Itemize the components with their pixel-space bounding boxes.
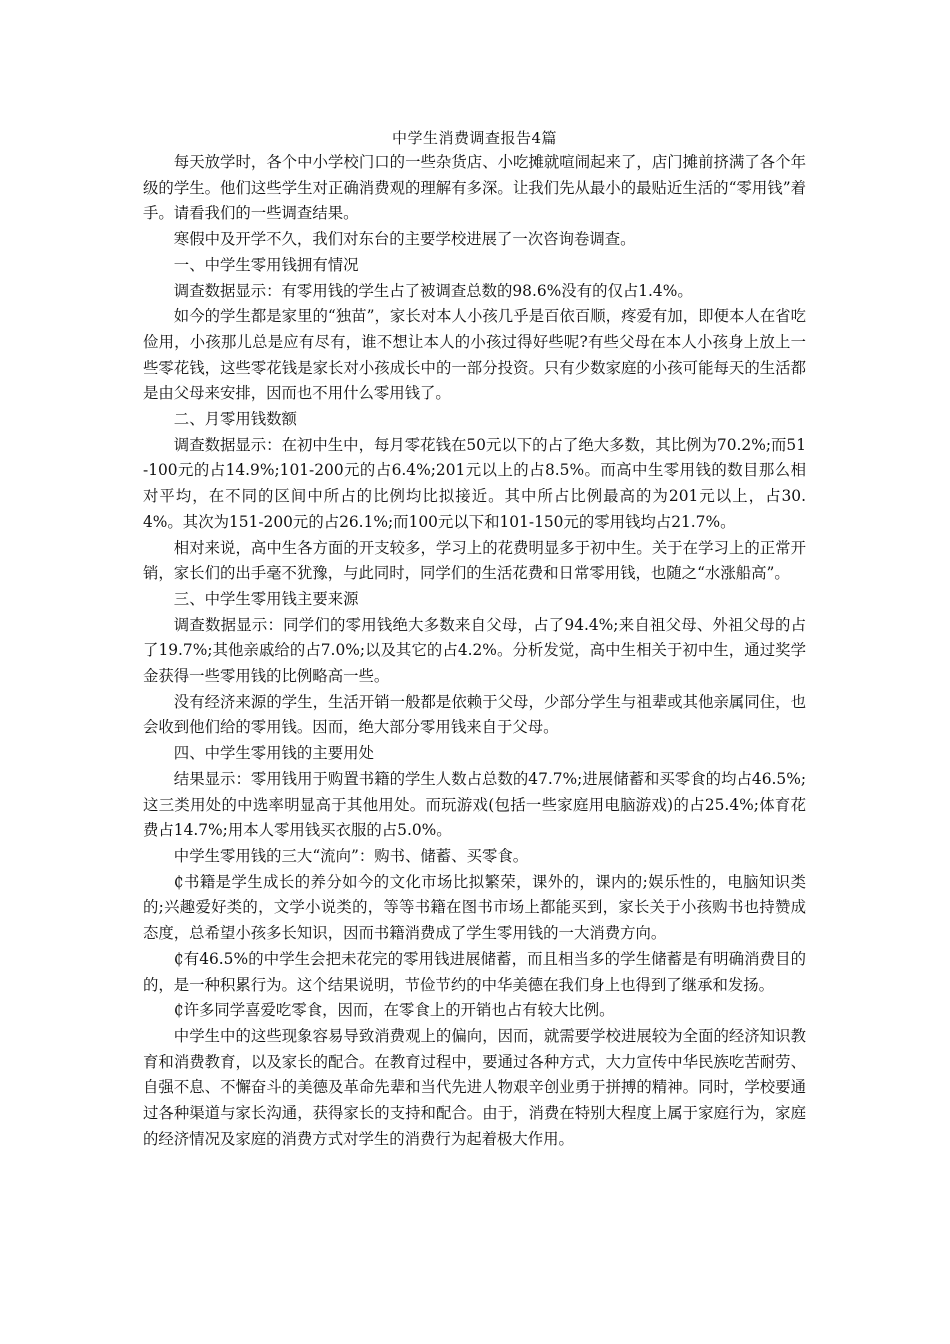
section-heading-1: 一、中学生零用钱拥有情况 <box>173 255 359 274</box>
list-item-snacks: ₵许多同学喜爱吃零食，因而，在零食上的开销也占有较大比例。 <box>173 1001 615 1020</box>
paragraph-usage-data: 结果显示：零用钱用于购置书籍的学生人数占总数的47.7%;进展储蓄和买零食的均占46.5%;这三类用处的中选率明显高于其他用处。而玩游戏(包括一些家庭用电脑游戏)的占25.4%;体育花费占14.7%;用本人零用钱买衣服的占5.0%。 <box>143 769 806 840</box>
paragraph-conclusion: 中学生中的这些现象容易导致消费观上的偏向，因而，就需要学校进展较为全面的经济知识教育和消费教育，以及家长的配合。在教育过程中，要通过各种方式，大力宣传中华民族吃苦耐劳、自强不息、不懈奋斗的美德及革命先辈和当代先进人物艰辛创业勇于拼搏的精神。同时，学校要通过各种渠道与家长沟通，获得家长的支持和配合。由于，消费在特别大程度上属于家庭行为，家庭的经济情况及家庭的消费方式对学生的消费行为起着极大作用。 <box>143 1026 806 1148</box>
list-item-savings: ₵有46.5%的中学生会把未花完的零用钱进展储蓄，而且相当多的学生储蓄是有明确消费目的的，是一种积累行为。这个结果说明，节俭节约的中华美德在我们身上也得到了继承和发扬。 <box>143 949 806 994</box>
paragraph-usage-summary: 中学生零用钱的三大“流向”：购书、储蓄、买零食。 <box>173 846 529 865</box>
paragraph-ownership-data: 调查数据显示：有零用钱的学生占了被调查总数的98.6%没有的仅占1.4%。 <box>173 281 693 300</box>
section-heading-4: 四、中学生零用钱的主要用处 <box>173 744 374 763</box>
document-page <box>143 127 806 1152</box>
list-item-books: ₵书籍是学生成长的养分如今的文化市场比拟繁荣，课外的，课内的;娱乐性的，电脑知识类的;兴趣爱好类的，文学小说类的，等等书籍在图书市场上都能买到，家长关于小孩购书也持赞成态度，总希望小孩多长知识，因而书籍消费成了学生零用钱的一大消费方向。 <box>143 872 806 943</box>
paragraph-survey-scope: 寒假中及开学不久，我们对东台的主要学校进展了一次咨询卷调查。 <box>173 230 636 249</box>
document-title: 中学生消费调查报告4篇 <box>391 129 558 147</box>
section-heading-2: 二、月零用钱数额 <box>173 410 297 429</box>
paragraph-ownership-analysis: 如今的学生都是家里的“独苗”，家长对本人小孩几乎是百依百顺，疼爱有加，即便本人在省吃俭用，小孩那儿总是应有尽有，谁不想让本人的小孩过得好些呢?有些父母在本人小孩身上放上一些零花钱，这些零花钱是家长对小孩成长中的一部分投资。只有少数家庭的小孩可能每天的生活都是由父母来安排，因而也不用什么零用钱了。 <box>143 307 806 403</box>
paragraph-source-data: 调查数据显示：同学们的零用钱绝大多数来自父母，占了94.4%;来自祖父母、外祖父母的占了19.7%;其他亲戚给的占7.0%;以及其它的占4.2%。分析发觉，高中生相关于初中生，通过奖学金获得一些零用钱的比例略高一些。 <box>143 615 806 686</box>
paragraph-intro: 每天放学时，各个中小学校门口的一些杂货店、小吃摊就喧闹起来了，店门摊前挤满了各个年级的学生。他们这些学生对正确消费观的理解有多深。让我们先从最小的最贴近生活的“零用钱”着手。请看我们的一些调查结果。 <box>143 153 806 223</box>
paragraph-amount-analysis: 相对来说，高中生各方面的开支较多，学习上的花费明显多于初中生。关于在学习上的正常开销，家长们的出手毫不犹豫，与此同时，同学们的生活花费和日常零用钱，也随之“水涨船高”。 <box>143 538 806 583</box>
section-heading-3: 三、中学生零用钱主要来源 <box>173 589 359 608</box>
paragraph-source-analysis: 没有经济来源的学生，生活开销一般都是依赖于父母，少部分学生与祖辈或其他亲属同住，也会收到他们给的零用钱。因而，绝大部分零用钱来自于父母。 <box>143 692 806 737</box>
paragraph-amount-data: 调查数据显示：在初中生中，每月零花钱在50元以下的占了绝大多数，其比例为70.2%;而51-100元的占14.9%;101-200元的占6.4%;201元以上的占8.5%。而高中生零用钱的数目那么相对平均，在不同的区间中所占的比例均比拟接近。其中所占比例最高的为201元以上，占30.4%。其次为151-200元的占26.1%;而100元以下和101-150元的零用钱均占21.7%。 <box>143 435 806 531</box>
